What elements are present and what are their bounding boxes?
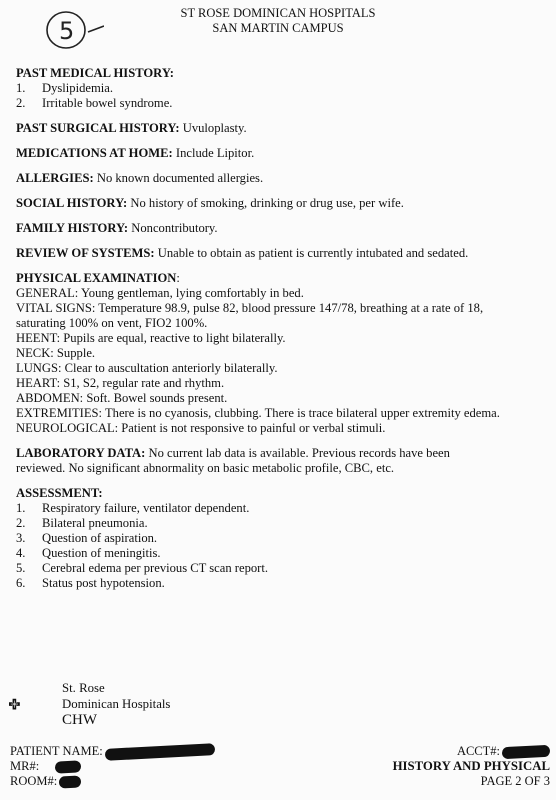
pe-line: NEUROLOGICAL: Patient is not responsive to painful or verbal stimuli. [16,421,386,435]
social-history: SOCIAL HISTORY: No history of smoking, drinking or drug use, per wife. [16,196,404,210]
pe-line: HEENT: Pupils are equal, reactive to light bilaterally. [16,331,286,345]
redaction-mark [55,760,82,773]
handwritten-number: 5 [59,17,75,45]
list-item: 2. Bilateral pneumonia. [16,516,148,530]
pe-line: saturating 100% on vent, FIO2 100%. [16,316,208,330]
pe-line: ABDOMEN: Soft. Bowel sounds present. [16,391,228,405]
pe-line: GENERAL: Young gentleman, lying comfortably in bed. [16,286,304,300]
pmh-label: PAST MEDICAL HISTORY: [16,66,174,80]
page-number: PAGE 2 OF 3 [480,774,550,788]
pe-line: EXTREMITIES: There is no cyanosis, clubbing. There is trace bilateral upper extremity edema. [16,406,500,420]
document-body [16,66,550,601]
campus-name: SAN MARTIN CAMPUS [212,21,344,35]
medications-at-home: MEDICATIONS AT HOME: Include Lipitor. [16,146,255,160]
list-item: 6. Status post hypotension. [16,576,165,590]
pe-label: PHYSICAL EXAMINATION [16,271,177,285]
pe-line: LUNGS: Clear to auscultation anteriorly bilaterally. [16,361,278,375]
form-title: HISTORY AND PHYSICAL [392,759,550,773]
redaction-mark [502,745,551,759]
family-history: FAMILY HISTORY: Noncontributory. [16,221,218,235]
past-medical-history [16,66,550,111]
pe-line: VITAL SIGNS: Temperature 98.9, pulse 82, blood pressure 147/78, breathing at a rate of 18, [16,301,484,315]
laboratory-data: LABORATORY DATA: No current lab data is available. Previous records have been reviewed. No significant abnormality on basic metabolic profile, CBC, etc. [16,446,450,475]
redaction-mark [104,743,214,761]
document-header [0,6,556,36]
pe-line: NECK: Supple. [16,346,96,360]
review-of-systems: REVIEW OF SYSTEMS: Unable to obtain as patient is currently intubated and sedated. [16,246,469,260]
patient-name-label: PATIENT NAME: [10,744,103,758]
list-item: 1. Respiratory failure, ventilator dependent. [16,501,250,515]
list-item: 3. Question of aspiration. [16,531,158,545]
physical-examination: PHYSICAL EXAMINATION: GENERAL: Young gentleman, lying comfortably in bed. VITAL SIGNS: Temperature 98.9, pulse 82, blood pressure 147/78, breathing at a rate of 18, saturating 100% on vent, FIO2 100%. HEENT: Pupils are equal, reactive to light bilaterally. NECK: Supple. LUNGS: Clear to auscultation anteriorly bilaterally. HEART: S1, S2, regular rate and rhythm. ABDOMEN: Soft. Bowel sounds present. EXTREMITIES: There is no cyanosis, clubbing. There is trace bilateral upper extremity edema. NEUROLOGICAL: Patient is not responsive to painful or verbal stimuli. [16,271,550,436]
allergies: ALLERGIES: No known documented allergies. [16,171,264,185]
pe-line: HEART: S1, S2, regular rate and rhythm. [16,376,225,390]
hospital-name: ST ROSE DOMINICAN HOSPITALS [180,6,376,20]
assessment-label: ASSESSMENT: [16,486,103,500]
mr-label: MR#: [10,759,40,773]
list-item: 4. Question of meningitis. [16,546,161,560]
redaction-mark [59,776,82,789]
footer-logo-text: St. Rose Dominican Hospitals CHW [62,681,171,728]
list-item: 2. Irritable bowel syndrome. [16,96,173,110]
form-info [393,744,550,789]
assessment-list [16,501,550,591]
room-label: ROOM#: [10,774,58,788]
patient-info [10,744,215,789]
acct-label: ACCT#: [456,744,500,758]
list-item: 5. Cerebral edema per previous CT scan report. [16,561,269,575]
assessment [16,486,550,591]
hospital-cross-logo-icon [6,680,66,730]
list-item: 1. Dyslipidemia. [16,81,114,95]
past-surgical-history: PAST SURGICAL HISTORY: Uvuloplasty. [16,121,247,135]
pmh-list [16,81,550,111]
